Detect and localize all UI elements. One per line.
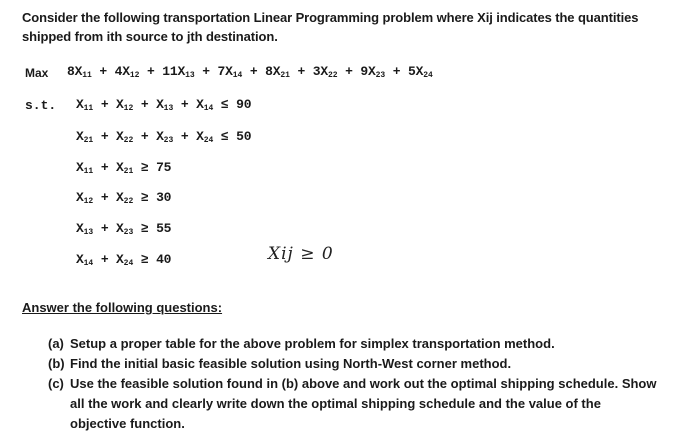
question-text: Use the feasible solution found in (b) above and work out the optimal shipping schedule. Show all the work and clearly write down the optimal shipping schedule and the value of the objective function. [70, 376, 657, 431]
plus-sign: + [242, 64, 266, 79]
variable-subscript: 13 [185, 71, 195, 80]
equation-term: $X_{13}$ [76, 221, 94, 237]
plus-sign: + [93, 160, 117, 175]
plus-sign: + [133, 129, 157, 144]
equation-term: $X_{14}$ [76, 252, 94, 268]
constraints-label: s.t. [25, 98, 57, 113]
question-list [48, 334, 658, 434]
relation-operator: ≤ [213, 97, 237, 112]
variable-subscript: 24 [423, 71, 433, 80]
plus-sign: + [91, 64, 115, 79]
variable-subscript: 14 [203, 104, 214, 113]
constraint-rhs: 90 [236, 97, 252, 112]
variable-subscript: 11 [82, 71, 92, 80]
variable-subscript: 21 [123, 167, 134, 176]
relation-operator: ≤ [213, 129, 237, 144]
equation-term: $X_{14}$ [196, 97, 214, 113]
plus-sign: + [385, 64, 408, 79]
question-item [48, 374, 658, 434]
equation-term: $8X_{21}$ [265, 64, 290, 80]
variable-subscript: 11 [83, 167, 94, 176]
constraint-rhs: 55 [156, 221, 172, 236]
variable-subscript: 12 [129, 71, 140, 80]
variable-subscript: 21 [280, 71, 290, 80]
equation-term: $X_{13}$ [156, 97, 174, 113]
plus-sign: + [93, 129, 117, 144]
relation-operator: ≥ [133, 252, 157, 267]
answer-heading: Answer the following questions: [22, 300, 223, 315]
constraint-row [76, 97, 251, 113]
equation-term: $3X_{22}$ [312, 64, 338, 80]
constraint-row [76, 160, 171, 176]
equation-term: $4X_{12}$ [114, 64, 140, 80]
plus-sign: + [173, 129, 197, 144]
constraint-rhs: 30 [156, 190, 172, 205]
relation-operator: ≥ [133, 221, 157, 236]
variable-subscript: 24 [203, 136, 214, 145]
constraint-rhs: 40 [156, 252, 172, 267]
equation-term: $X_{11}$ [76, 97, 94, 113]
equation-term: $X_{22}$ [116, 129, 134, 145]
variable-subscript: 21 [83, 136, 94, 145]
plus-sign: + [173, 97, 197, 112]
question-letter: (c) [48, 376, 64, 391]
equation-term: $X_{11}$ [76, 160, 94, 176]
nonnegativity-handwritten: Xij ≥ 0 [268, 244, 334, 264]
equation-term: $X_{12}$ [76, 190, 94, 206]
intro-line-1: Consider the following transportation Linear Programming problem where Xij indicates the quantities [22, 10, 639, 25]
objective-function [67, 64, 433, 80]
intro-line-2: shipped from ith source to jth destination. [22, 29, 278, 44]
equation-term: $X_{22}$ [116, 190, 134, 206]
variable-subscript: 23 [163, 136, 174, 145]
plus-sign: + [93, 190, 117, 205]
variable-subscript: 22 [327, 71, 338, 80]
plus-sign: + [139, 64, 163, 79]
constraint-row [76, 221, 171, 237]
constraint-row [76, 129, 251, 145]
plus-sign: + [93, 221, 117, 236]
variable-subscript: 23 [123, 228, 134, 237]
question-letter: (a) [48, 336, 64, 351]
variable-subscript: 11 [83, 104, 94, 113]
variable-subscript: 22 [123, 136, 134, 145]
variable-subscript: 12 [123, 104, 134, 113]
relation-operator: ≥ [133, 160, 157, 175]
objective-label: Max [25, 66, 49, 80]
plus-sign: + [133, 97, 157, 112]
constraint-rhs: 75 [156, 160, 172, 175]
equation-term: $7X_{14}$ [217, 64, 243, 80]
question-item [48, 334, 658, 354]
plus-sign: + [289, 64, 313, 79]
plus-sign: + [337, 64, 361, 79]
equation-term: $5X_{24}$ [407, 64, 433, 80]
equation-term: $X_{23}$ [156, 129, 174, 145]
plus-sign: + [93, 97, 117, 112]
equation-term: $X_{21}$ [116, 160, 134, 176]
equation-term: $X_{24}$ [116, 252, 134, 268]
equation-term: $X_{21}$ [76, 129, 94, 145]
equation-term: $9X_{23}$ [360, 64, 386, 80]
variable-subscript: 13 [163, 104, 174, 113]
equation-term: $X_{12}$ [116, 97, 134, 113]
question-text: Find the initial basic feasible solution using North-West corner method. [70, 356, 512, 371]
variable-subscript: 13 [83, 228, 94, 237]
equation-term: $X_{23}$ [116, 221, 134, 237]
question-text: Setup a proper table for the above problem for simplex transportation method. [70, 336, 555, 351]
plus-sign: + [194, 64, 218, 79]
variable-subscript: 12 [83, 197, 94, 206]
variable-subscript: 24 [123, 259, 134, 268]
equation-term: $8X_{11}$ [67, 64, 92, 80]
variable-subscript: 14 [232, 71, 243, 80]
variable-subscript: 14 [83, 259, 94, 268]
constraint-row [76, 252, 171, 268]
variable-subscript: 23 [375, 71, 386, 80]
equation-term: $X_{24}$ [196, 129, 214, 145]
question-item [48, 354, 658, 374]
question-letter: (b) [48, 356, 65, 371]
variable-subscript: 22 [123, 197, 134, 206]
problem-intro [22, 8, 662, 46]
relation-operator: ≥ [133, 190, 157, 205]
constraint-row [76, 190, 171, 206]
plus-sign: + [93, 252, 117, 267]
constraint-rhs: 50 [236, 129, 252, 144]
equation-term: $11X_{13}$ [162, 64, 195, 80]
